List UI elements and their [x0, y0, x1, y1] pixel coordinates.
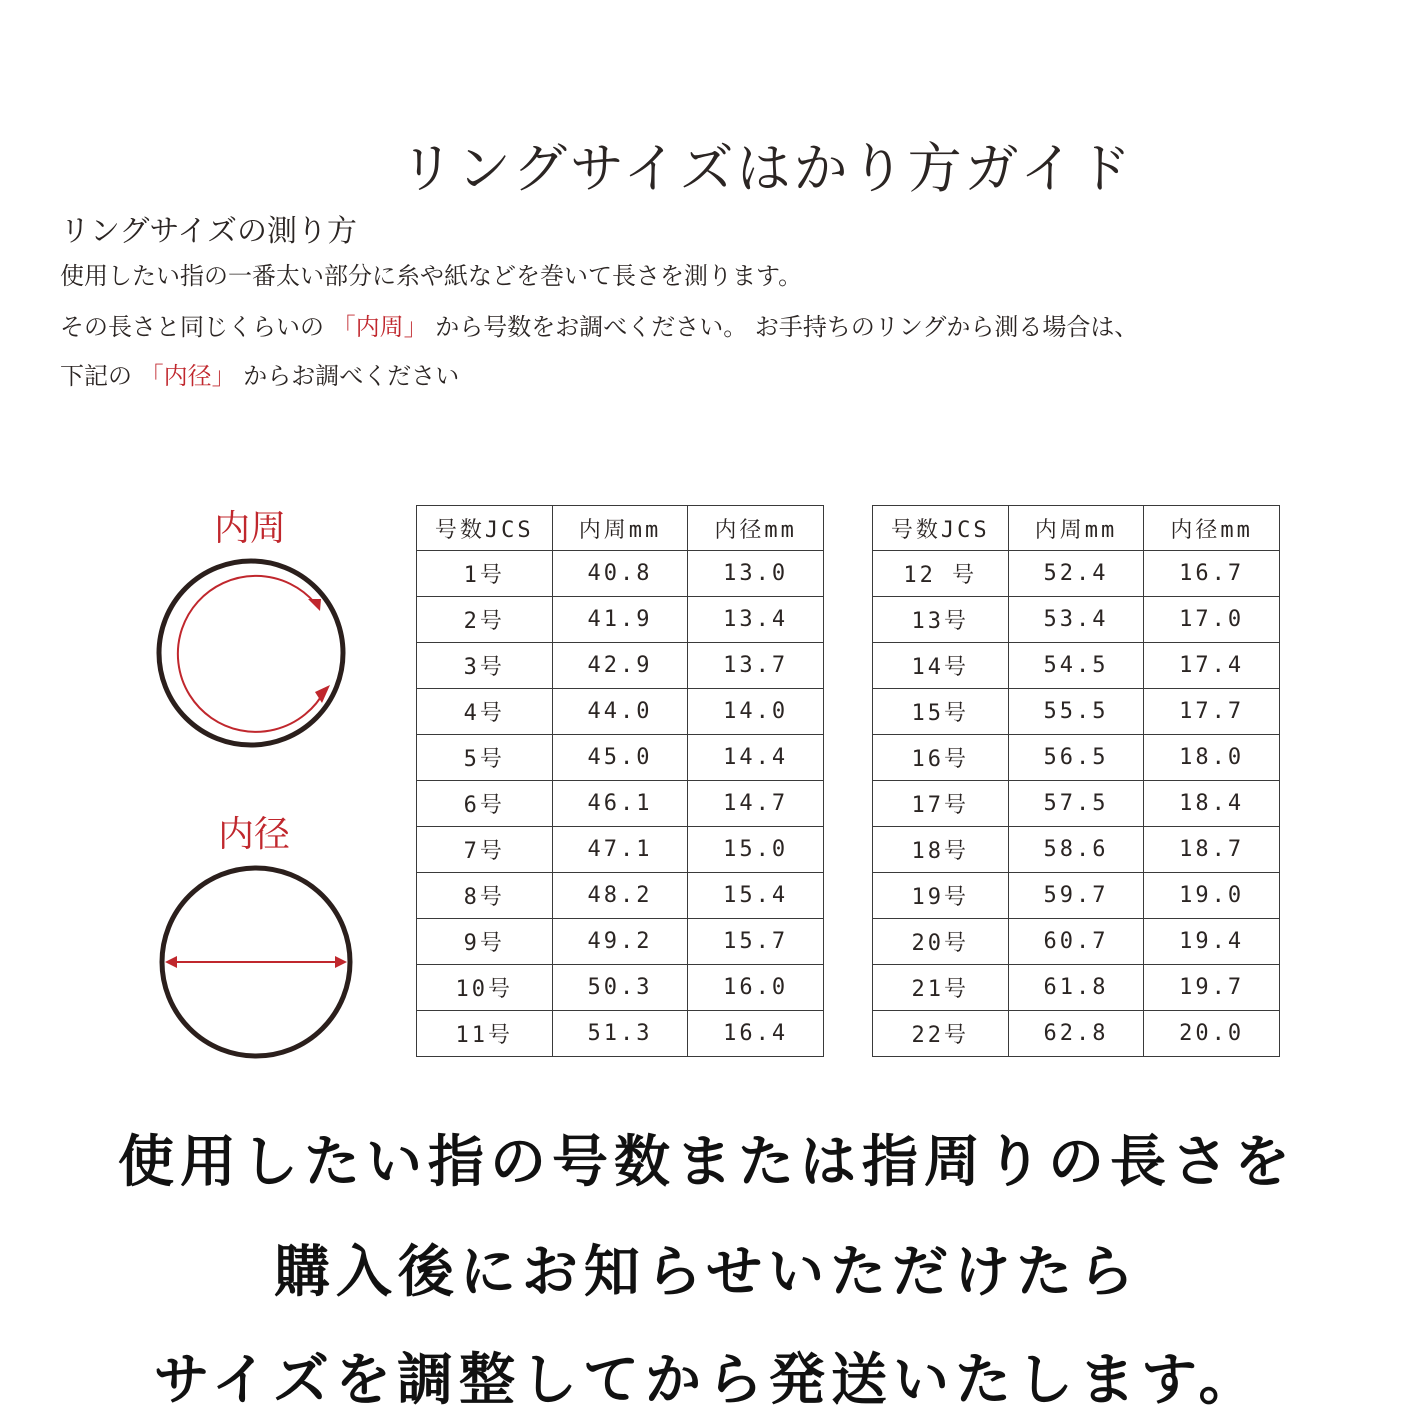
- arrow-right-icon: [335, 956, 347, 968]
- diameter-cell: 20.0: [1144, 1011, 1280, 1057]
- inner-diameter-highlight: 「内径」: [139, 362, 236, 390]
- table-header-row: [417, 506, 824, 551]
- circumference-cell: 42.9: [552, 643, 688, 689]
- table-row: [417, 1011, 824, 1057]
- table-row: [873, 735, 1280, 781]
- table-row: [873, 781, 1280, 827]
- arrow-left-icon: [165, 956, 177, 968]
- arrow-head-icon: [308, 599, 321, 611]
- ring-outline: [159, 561, 343, 745]
- table-row: [417, 643, 824, 689]
- table-row: [873, 643, 1280, 689]
- diameter-cell: 13.7: [688, 643, 824, 689]
- instruction-line-2: [60, 307, 1138, 342]
- table-row: [417, 873, 824, 919]
- inner-diameter-diagram: [150, 862, 360, 1062]
- table-row: [417, 735, 824, 781]
- instruction-line-2-post: から号数をお調べください。 お手持ちのリングから測る場合は、: [435, 313, 1139, 341]
- circumference-cell: 58.6: [1008, 827, 1144, 873]
- circumference-cell: 46.1: [552, 781, 688, 827]
- size-cell: 14号: [873, 643, 1009, 689]
- size-cell: 15号: [873, 689, 1009, 735]
- notice-line-2: 購入後にお知らせいただけたら: [273, 1240, 1141, 1305]
- table-row: [873, 919, 1280, 965]
- header-diameter: 内径mm: [688, 506, 824, 551]
- table-row: [417, 827, 824, 873]
- table-row: [873, 873, 1280, 919]
- instruction-line-3: [60, 356, 459, 391]
- size-cell: 2号: [417, 597, 553, 643]
- diameter-cell: 14.7: [688, 781, 824, 827]
- table-header-row: [873, 506, 1280, 551]
- circumference-cell: 47.1: [552, 827, 688, 873]
- header-circumference: 内周mm: [1008, 506, 1144, 551]
- diameter-cell: 17.4: [1144, 643, 1280, 689]
- table-row: [873, 1011, 1280, 1057]
- section-subtitle: リングサイズの測り方: [60, 214, 357, 249]
- inner-circumference-diagram: [150, 555, 355, 755]
- size-cell: 6号: [417, 781, 553, 827]
- inner-circumference-label: 内周: [214, 508, 287, 549]
- diameter-cell: 17.7: [1144, 689, 1280, 735]
- circumference-cell: 59.7: [1008, 873, 1144, 919]
- table-row: [873, 551, 1280, 597]
- table-row: [873, 827, 1280, 873]
- size-cell: 21号: [873, 965, 1009, 1011]
- header-circumference: 内周mm: [552, 506, 688, 551]
- instruction-line-3-post: からお調べください: [243, 362, 460, 390]
- diameter-cell: 15.0: [688, 827, 824, 873]
- circumference-cell: 41.9: [552, 597, 688, 643]
- table-row: [417, 551, 824, 597]
- circumference-arrow: [178, 576, 325, 732]
- circumference-cell: 53.4: [1008, 597, 1144, 643]
- size-cell: 18号: [873, 827, 1009, 873]
- diameter-cell: 18.7: [1144, 827, 1280, 873]
- diameter-cell: 16.4: [688, 1011, 824, 1057]
- inner-diameter-label: 内径: [218, 814, 291, 855]
- circumference-cell: 50.3: [552, 965, 688, 1011]
- table-row: [873, 965, 1280, 1011]
- header-diameter: 内径mm: [1144, 506, 1280, 551]
- size-table-left: [416, 505, 824, 1057]
- table-row: [417, 597, 824, 643]
- size-cell: 12 号: [873, 551, 1009, 597]
- instruction-line-3-pre: 下記の: [60, 362, 132, 390]
- size-cell: 5号: [417, 735, 553, 781]
- diameter-cell: 13.4: [688, 597, 824, 643]
- diameter-cell: 14.4: [688, 735, 824, 781]
- circumference-cell: 45.0: [552, 735, 688, 781]
- table-row: [417, 965, 824, 1011]
- table-row: [873, 689, 1280, 735]
- diameter-cell: 15.7: [688, 919, 824, 965]
- diameter-cell: 19.7: [1144, 965, 1280, 1011]
- size-cell: 4号: [417, 689, 553, 735]
- table-row: [417, 689, 824, 735]
- size-cell: 11号: [417, 1011, 553, 1057]
- instruction-line-2-pre: その長さと同じくらいの: [60, 313, 324, 341]
- size-cell: 3号: [417, 643, 553, 689]
- size-cell: 1号: [417, 551, 553, 597]
- diameter-cell: 16.7: [1144, 551, 1280, 597]
- table-row: [417, 919, 824, 965]
- size-cell: 9号: [417, 919, 553, 965]
- diameter-cell: 18.4: [1144, 781, 1280, 827]
- diameter-cell: 18.0: [1144, 735, 1280, 781]
- circumference-cell: 44.0: [552, 689, 688, 735]
- circumference-cell: 49.2: [552, 919, 688, 965]
- page-title: リングサイズはかり方ガイド: [400, 137, 1134, 200]
- circumference-cell: 51.3: [552, 1011, 688, 1057]
- circumference-cell: 40.8: [552, 551, 688, 597]
- notice-line-3: サイズを調整してから発送いたします。: [153, 1348, 1261, 1413]
- circumference-cell: 48.2: [552, 873, 688, 919]
- table-row: [417, 781, 824, 827]
- circumference-cell: 60.7: [1008, 919, 1144, 965]
- notice-line-1: 使用したい指の号数または指周りの長さを: [118, 1130, 1296, 1195]
- size-cell: 10号: [417, 965, 553, 1011]
- diameter-cell: 15.4: [688, 873, 824, 919]
- size-cell: 22号: [873, 1011, 1009, 1057]
- circumference-cell: 57.5: [1008, 781, 1144, 827]
- diameter-cell: 17.0: [1144, 597, 1280, 643]
- diameter-cell: 13.0: [688, 551, 824, 597]
- circumference-cell: 54.5: [1008, 643, 1144, 689]
- table-row: [873, 597, 1280, 643]
- size-cell: 16号: [873, 735, 1009, 781]
- diameter-cell: 16.0: [688, 965, 824, 1011]
- circumference-cell: 55.5: [1008, 689, 1144, 735]
- size-cell: 7号: [417, 827, 553, 873]
- circumference-cell: 52.4: [1008, 551, 1144, 597]
- header-size: 号数JCS: [873, 506, 1009, 551]
- size-cell: 20号: [873, 919, 1009, 965]
- circumference-cell: 56.5: [1008, 735, 1144, 781]
- circumference-cell: 61.8: [1008, 965, 1144, 1011]
- size-cell: 17号: [873, 781, 1009, 827]
- diameter-cell: 19.4: [1144, 919, 1280, 965]
- instruction-line-1: 使用したい指の一番太い部分に糸や紙などを巻いて長さを測ります。: [60, 262, 803, 290]
- size-cell: 8号: [417, 873, 553, 919]
- diameter-cell: 19.0: [1144, 873, 1280, 919]
- size-cell: 19号: [873, 873, 1009, 919]
- inner-circumference-highlight: 「内周」: [331, 313, 428, 341]
- size-cell: 13号: [873, 597, 1009, 643]
- circumference-cell: 62.8: [1008, 1011, 1144, 1057]
- size-table-right: [872, 505, 1280, 1057]
- diameter-cell: 14.0: [688, 689, 824, 735]
- header-size: 号数JCS: [417, 506, 553, 551]
